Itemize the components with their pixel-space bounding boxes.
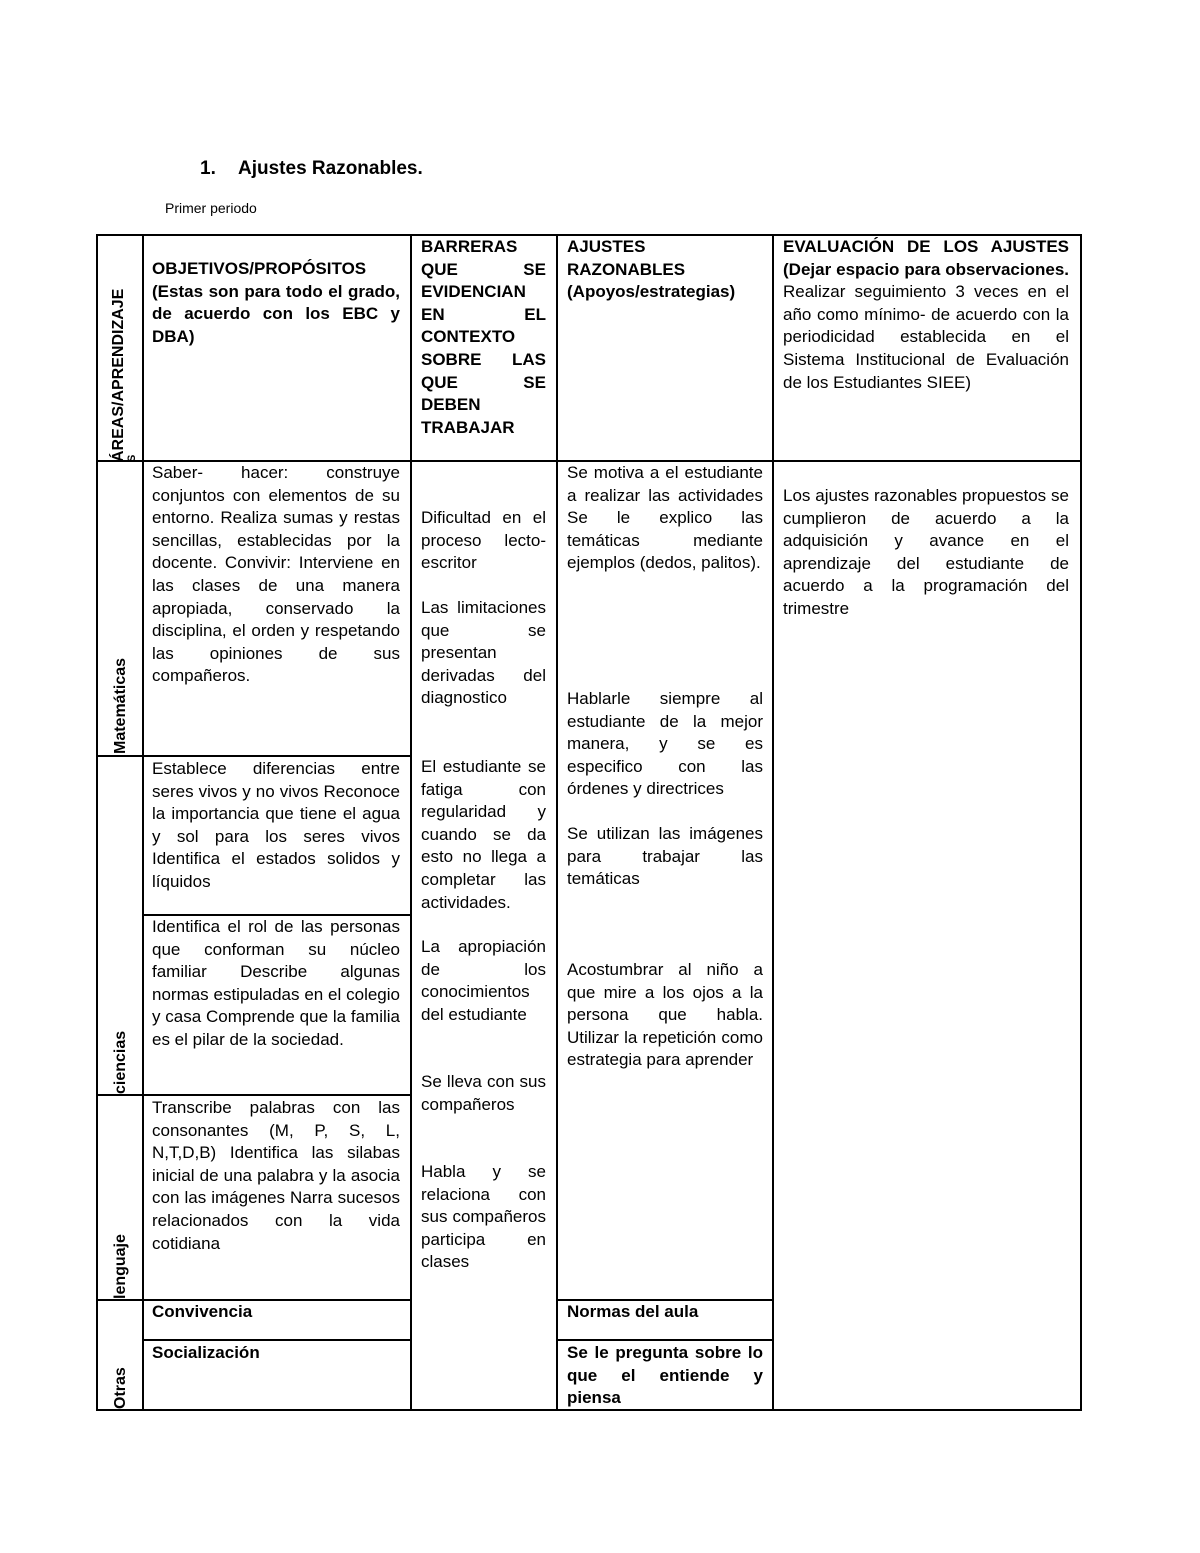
- objetivo-socializacion: Socialización: [152, 1343, 260, 1362]
- period-label: Primer periodo: [165, 200, 257, 216]
- evaluacion-resultado: Los ajustes razonables propuestos se cumplieron de acuerdo a la adquisición y avance en el aprendizaje del estudiante de acuerdo a la programación del trimestre: [783, 486, 1069, 618]
- barrera-2: Las limitaciones que se presentan derivadas del diagnostico: [421, 598, 546, 708]
- ajuste-3: Se utilizan las imágenes para trabajar las temáticas: [567, 824, 763, 889]
- header-objetivos: [152, 258, 400, 348]
- barrera-1: Dificultad en el proceso lecto-escritor: [421, 508, 546, 573]
- ajuste-1: Se motiva a el estudiante a realizar las actividades Se le explico las temáticas mediante ejemplos (dedos, palitos).: [567, 463, 763, 573]
- header-barreras: BARRERAS QUE SE EVIDENCIAN EN EL CONTEXTO SOBRE LAS QUE SE DEBEN TRABAJAR: [421, 237, 546, 437]
- ajuste-2: Hablarle siempre al estudiante de la mejor manera, y se es especifico con las órdenes y directrices: [567, 689, 763, 799]
- barrera-3: El estudiante se fatiga con regularidad y cuando se da esto no llega a completar las actividades.: [421, 757, 546, 912]
- objetivo-lenguaje: Transcribe palabras con las consonantes (M, P, S, L, N,T,D,B) Identifica las silabas inicial de una palabra y la asocia con las imágenes Narra sucesos relacionados con la vida cotidiana: [152, 1098, 400, 1253]
- objetivo-ciencias-2: Identifica el rol de las personas que conforman su núcleo familiar Describe algunas normas estipuladas en el colegio y casa Comprende que la familia es el pilar de la sociedad.: [152, 917, 400, 1049]
- table-border-left: [96, 234, 98, 1411]
- column-divider: [410, 234, 412, 1411]
- objetivo-matematicas: Saber- hacer: construye conjuntos con elementos de su entorno. Realiza sumas y restas sencillas, establecidas por la docente. Convivir: Interviene en las clases de una manera apropiada, conservado la disciplina, el orden y respetando las opiniones de sus compañeros.: [152, 463, 400, 686]
- column-divider: [772, 234, 774, 1411]
- column-divider: [142, 234, 144, 1411]
- ajuste-normas: Normas del aula: [567, 1302, 699, 1321]
- area-lenguaje: lenguaje: [112, 1234, 129, 1299]
- barrera-4: La apropiación de los conocimientos del estudiante: [421, 937, 546, 1024]
- header-areas: ÁREAS/APRENDIZAJE: [110, 288, 127, 462]
- barrera-5: Se lleva con sus compañeros: [421, 1072, 546, 1114]
- row-divider-objective: [142, 1339, 412, 1341]
- header-ajustes-title: AJUSTES RAZONABLES: [567, 237, 686, 279]
- section-heading: [200, 158, 423, 180]
- ajuste-pregunta: Se le pregunta sobre lo que el entiende y piensa: [567, 1343, 763, 1408]
- header-areas-tail: S: [126, 454, 138, 462]
- area-otras: Otras: [112, 1367, 129, 1409]
- section-number: 1.: [200, 158, 216, 179]
- area-matematicas: Matemáticas: [112, 657, 129, 754]
- header-ajustes: [567, 236, 763, 304]
- area-ciencias: ciencias: [112, 1030, 129, 1094]
- header-evaluacion-title: EVALUACIÓN DE LOS AJUSTES: [783, 237, 1069, 256]
- header-objetivos-note: (Estas son para todo el grado, de acuerdo con los EBC y DBA): [152, 281, 400, 346]
- header-evaluacion-note: (Dejar espacio para observaciones. Realizar seguimiento 3 veces en el año como mínimo- de acuerdo con la periodicidad establecida en el Sistema Institucional de Evaluación de los Estudiantes SIEE): [783, 259, 1069, 392]
- row-divider-area: [96, 755, 412, 757]
- section-title: Ajustes Razonables.: [238, 158, 423, 179]
- column-divider: [556, 234, 558, 1411]
- header-evaluacion: [783, 236, 1069, 394]
- objetivo-ciencias-1: Establece diferencias entre seres vivos y no vivos Reconoce la importancia que tiene el agua y sol para los seres vivos Identifica el estados solidos y líquidos: [152, 759, 400, 891]
- ajuste-4: Acostumbrar al niño a que mire a los ojos a la persona que habla. Utilizar la repetición como estrategia para aprender: [567, 960, 763, 1070]
- row-divider-ajuste: [556, 1339, 774, 1341]
- header-objetivos-title: OBJETIVOS/PROPÓSITOS: [152, 259, 367, 278]
- header-ajustes-note: (Apoyos/estrategias): [567, 282, 736, 302]
- objetivo-convivencia: Convivencia: [152, 1302, 253, 1321]
- row-divider-area: [96, 1094, 412, 1096]
- barrera-6: Habla y se relaciona con sus compañeros participa en clases: [421, 1162, 546, 1272]
- table-border-right: [1080, 234, 1082, 1411]
